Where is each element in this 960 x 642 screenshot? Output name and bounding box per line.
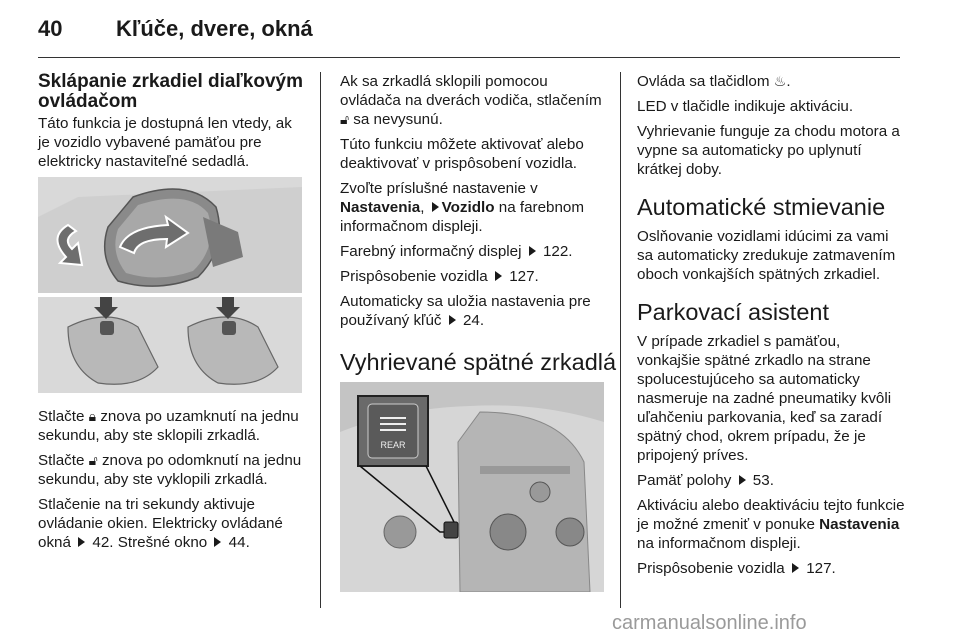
section-heading-parking-assist: Parkovací asistent <box>637 299 830 325</box>
column-divider <box>620 72 621 608</box>
heated-rear-window-icon: ♨︎ <box>773 73 787 89</box>
unfold-instruction: Stlačte 🔓︎ znova po odomknutí na jednu sekundu, aby ste vyklopili zrkadlá. <box>38 452 302 488</box>
personalization-paragraph: Túto funkciu môžete aktivovať alebo deaktivovať v prispôsobení vozidla. <box>340 136 584 172</box>
fold-instruction: Stlačte 🔒︎ znova po uzamknutí na jednu sekundu, aby ste sklopili zrkadlá. <box>38 408 299 444</box>
heating-duration-paragraph: Vyhrievanie funguje za chodu motora a vypne sa automaticky po uplynutí krátkej doby. <box>637 123 900 178</box>
mirror-folding-illustration <box>38 177 302 293</box>
column-divider <box>320 72 321 608</box>
intro-paragraph: Táto funkcia je dostupná len vtedy, ak je vozidlo vybavené pamäťou pre elektricky nastaviteľné sedadlá. <box>38 115 292 170</box>
unlock-icon: 🔓︎ <box>340 111 350 127</box>
column-1 <box>38 72 304 558</box>
column-3 <box>637 72 907 584</box>
page-reference-arrow-icon <box>449 315 456 325</box>
page-reference-arrow-icon <box>792 563 799 573</box>
page-reference-arrow-icon <box>495 271 502 281</box>
driver-door-paragraph: Ak sa zrkadlá sklopili pomocou ovládača na dverách vodiča, stlačením 🔓︎ sa nevysunú. <box>340 73 602 128</box>
header-rule <box>38 57 900 58</box>
section-heading-auto-dimming: Automatické stmievanie <box>637 194 886 220</box>
led-paragraph: LED v tlačidle indikuje aktiváciu. <box>637 98 854 115</box>
memory-reference: Pamäť polohy 53. <box>637 472 774 489</box>
page-reference-arrow-icon <box>78 537 85 547</box>
key-memory-paragraph: Automaticky sa uložia nastavenia pre používaný kľúč 24. <box>340 293 591 329</box>
site-watermark: carmanualsonline.info <box>612 612 807 634</box>
settings-menu-paragraph: Aktiváciu alebo deaktiváciu tejto funkcie je možné zmeniť v ponuke Nastavenia na informačnom displeji. <box>637 497 905 552</box>
section-heading-mirror-folding: Sklápanie zrkadiel diaľkovým ovládačom <box>38 71 303 112</box>
window-control-paragraph: Stlačenie na tri sekundy aktivuje ovládanie okien. Elektricky ovládané okná 42. Strešné okno 44. <box>38 496 283 551</box>
section-heading-heated-mirrors: Vyhrievané spätné zrkadlá <box>340 349 617 375</box>
auto-dimming-paragraph: Oslňovanie vozidlami idúcimi za vami sa automaticky zredukuje zatmavením oboch vonkajších spätných zrkadiel. <box>637 228 896 283</box>
menu-arrow-icon <box>432 202 439 212</box>
page-number: 40 <box>38 16 63 41</box>
settings-paragraph: Zvoľte príslušné nastavenie v Nastavenia, Vozidlo na farebnom informačnom displeji. <box>340 180 585 235</box>
parking-assist-paragraph: V prípade zrkadiel s pamäťou, vonkajšie spätné zrkadlo na strane spolucestujúceho sa automaticky nasmeruje na zadné pneumatiky kvôli uľahčeniu parkovania, keď sa zaradí spätný chod, okrem prípadu, že je pripojený príves. <box>637 333 892 464</box>
page-reference-arrow-icon <box>529 246 536 256</box>
dashboard-heated-mirror-illustration <box>340 382 604 592</box>
page-header <box>0 0 960 58</box>
display-reference: Farebný informačný displej 122. <box>340 243 573 260</box>
lock-icon: 🔒︎ <box>88 408 97 424</box>
remote-key-illustration <box>38 297 302 393</box>
rear-button-label: REAR <box>380 440 406 450</box>
unlock-icon: 🔓︎ <box>88 452 98 468</box>
personalization-reference: Prispôsobenie vozidla 127. <box>637 560 836 577</box>
personalization-reference: Prispôsobenie vozidla 127. <box>340 268 539 285</box>
page-reference-arrow-icon <box>214 537 221 547</box>
column-2 <box>340 72 617 592</box>
heated-mirror-button-paragraph: Ovláda sa tlačidlom ♨︎. <box>637 73 791 90</box>
page-reference-arrow-icon <box>739 475 746 485</box>
chapter-title: Kľúče, dvere, okná <box>116 16 313 41</box>
